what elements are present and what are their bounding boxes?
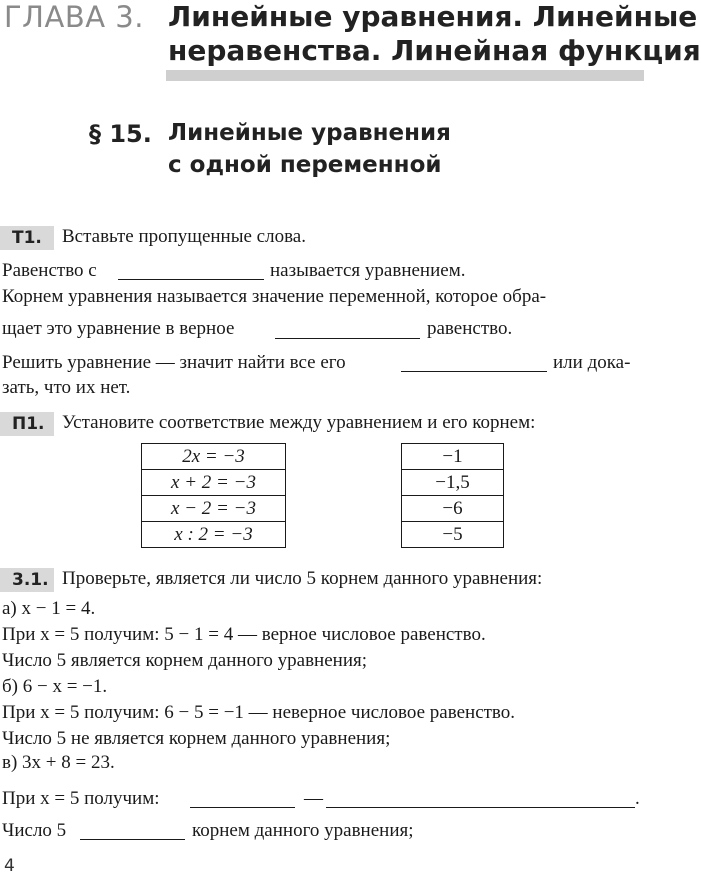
ex31-b-equation: б) 6 − x = −1. bbox=[2, 676, 108, 697]
ex31-v-blank-2[interactable] bbox=[326, 807, 635, 808]
t1-line1-end: называется уравнением. bbox=[270, 260, 466, 281]
ex31-v-dash: — bbox=[304, 788, 323, 809]
ex31-prompt: Проверьте, является ли число 5 корнем данного уравнения: bbox=[62, 568, 543, 589]
chapter-rule bbox=[166, 70, 644, 81]
t1-prompt: Вставьте пропущенные слова. bbox=[62, 226, 306, 247]
t1-line4-start: Решить уравнение — значит найти все его bbox=[2, 352, 346, 373]
ex31-b-check: При x = 5 получим: 6 − 5 = −1 — неверное числовое равенство. bbox=[2, 702, 516, 723]
equation-cell[interactable]: 2x = −3 bbox=[142, 444, 286, 470]
ex31-a-conclusion: Число 5 является корнем данного уравнения; bbox=[2, 650, 368, 671]
ex31-v-period: . bbox=[635, 788, 640, 809]
root-cell[interactable]: −1,5 bbox=[402, 470, 504, 496]
t1-blank-1[interactable] bbox=[118, 279, 264, 280]
ex31-v-blank-1[interactable] bbox=[190, 807, 295, 808]
ex31-a-check: При x = 5 получим: 5 − 1 = 4 — верное числовое равенство. bbox=[2, 624, 486, 645]
task-tag-3-1: 3.1. bbox=[0, 568, 54, 592]
chapter-title-line1: Линейные уравнения. Линейные bbox=[168, 0, 698, 33]
task-tag-p1: П1. bbox=[0, 412, 54, 436]
task-tag-t1: Т1. bbox=[0, 226, 54, 250]
section-title-line2: с одной переменной bbox=[168, 152, 442, 178]
t1-blank-3[interactable] bbox=[401, 371, 547, 372]
t1-line3-start: щает это уравнение в верное bbox=[2, 318, 235, 339]
t1-line4-end: или дока- bbox=[553, 352, 631, 373]
t1-line5: зать, что их нет. bbox=[2, 377, 131, 398]
equation-cell[interactable]: x − 2 = −3 bbox=[142, 496, 286, 522]
roots-table bbox=[401, 443, 504, 548]
ex31-b-conclusion: Число 5 не является корнем данного уравнения; bbox=[2, 728, 391, 749]
page-number: 4 bbox=[4, 856, 15, 876]
ex31-a-equation: а) x − 1 = 4. bbox=[2, 598, 96, 619]
t1-line1-start: Равенство с bbox=[2, 260, 97, 281]
root-cell[interactable]: −6 bbox=[402, 496, 504, 522]
root-cell[interactable]: −1 bbox=[402, 444, 504, 470]
section-number: § 15. bbox=[89, 120, 152, 148]
equations-table bbox=[141, 443, 286, 548]
t1-line3-end: равенство. bbox=[427, 318, 513, 339]
equation-cell[interactable]: x + 2 = −3 bbox=[142, 470, 286, 496]
t1-blank-2[interactable] bbox=[275, 338, 420, 339]
root-cell[interactable]: −5 bbox=[402, 522, 504, 548]
ex31-v-check-start: При x = 5 получим: bbox=[2, 788, 160, 809]
chapter-title-line2: неравенства. Линейная функция bbox=[168, 34, 701, 67]
ex31-v-blank-3[interactable] bbox=[80, 839, 185, 840]
section-title-line1: Линейные уравнения bbox=[168, 120, 451, 146]
ex31-v-conclusion-start: Число 5 bbox=[2, 820, 67, 841]
chapter-label: ГЛАВА 3. bbox=[4, 0, 144, 34]
t1-line2: Корнем уравнения называется значение переменной, которое обра- bbox=[2, 286, 547, 307]
ex31-v-conclusion-end: корнем данного уравнения; bbox=[192, 820, 414, 841]
equation-cell[interactable]: x : 2 = −3 bbox=[142, 522, 286, 548]
ex31-v-equation: в) 3x + 8 = 23. bbox=[2, 752, 115, 773]
p1-prompt: Установите соответствие между уравнением и его корнем: bbox=[62, 412, 536, 433]
